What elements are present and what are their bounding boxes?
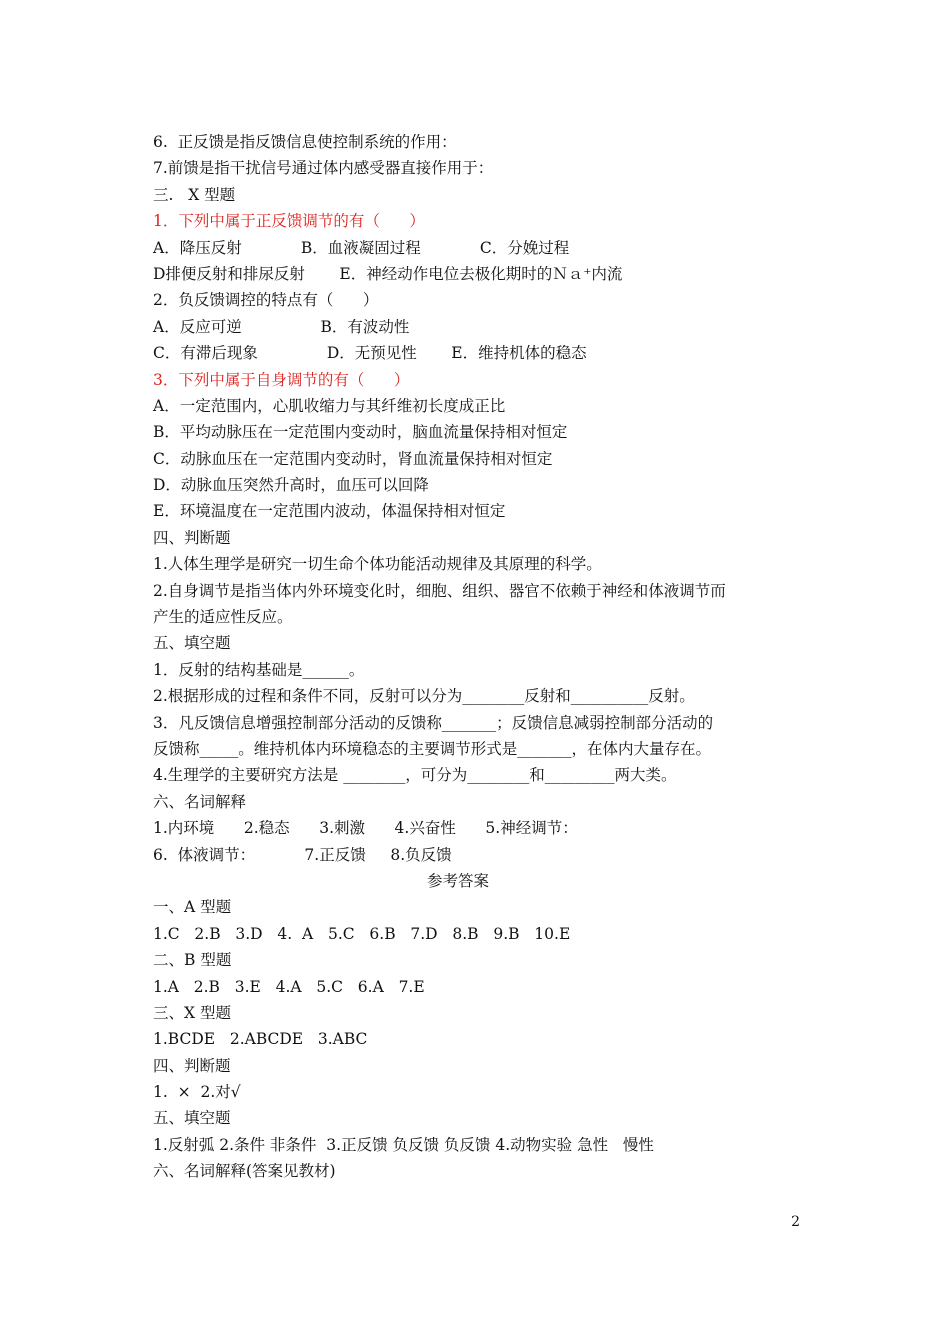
text-line: 1.反射弧 2.条件 非条件 3.正反馈 负反馈 负反馈 4.动物实验 急性 慢性 <box>153 1135 654 1154</box>
answer-key-title: 参考答案 <box>426 871 489 890</box>
text-line: 1.A 2.B 3.E 4.A 5.C 6.A 7.E <box>153 977 425 996</box>
text-line: 1．反射的结构基础是______。 <box>153 660 365 679</box>
text-line: C．动脉血压在一定范围内变动时，肾血流量保持相对恒定 <box>153 449 553 468</box>
text-line: 3．下列中属于自身调节的有（ ） <box>153 370 410 389</box>
text-line: 1.人体生理学是研究一切生命个体功能活动规律及其原理的科学。 <box>153 555 602 574</box>
page-number: 2 <box>791 1214 800 1230</box>
text-line: 六、名词解释 <box>153 792 247 811</box>
text-line: 2.根据形成的过程和条件不同，反射可以分为________反射和__________反射。 <box>153 687 695 706</box>
text-line: 五、填空题 <box>153 1109 231 1128</box>
text-line: 7.前馈是指干扰信号通过体内感受器直接作用于： <box>153 159 494 178</box>
text-line: B．平均动脉压在一定范围内变动时，脑血流量保持相对恒定 <box>153 423 568 442</box>
text-line: 二、B 型题 <box>153 951 232 970</box>
text-line: 4.生理学的主要研究方法是 ________，可分为________和_________两大类。 <box>153 766 677 785</box>
text-line: 反馈称_____。维持机体内环境稳态的主要调节形式是_______，在体内大量存在。 <box>153 739 712 758</box>
text-line: 6. 正反馈是指反馈信息使控制系统的作用： <box>153 133 457 151</box>
text-line: E．环境温度在一定范围内波动，体温保持相对恒定 <box>153 502 506 521</box>
text-line: 五、填空题 <box>153 634 231 653</box>
text-line: D排便反射和排尿反射 E．神经动作电位去极化期时的Ｎａ⁺内流 <box>153 264 623 283</box>
text-line: 三、X 型题 <box>153 1003 231 1022</box>
text-line: 3．凡反馈信息增强控制部分活动的反馈称_______；反馈信息减弱控制部分活动的 <box>153 713 714 732</box>
text-line: 六、名词解释(答案见教材) <box>153 1162 336 1181</box>
text-line: D．动脉血压突然升高时，血压可以回降 <box>153 476 429 495</box>
text-line: 1．下列中属于正反馈调节的有（ ） <box>153 212 425 231</box>
text-line: 2．负反馈调控的特点有（ ） <box>153 291 379 310</box>
page-body <box>153 129 803 1185</box>
text-line: 三. X 型题 <box>153 185 236 204</box>
text-line: 1. × 2.对√ <box>153 1083 241 1102</box>
text-line: 四、判断题 <box>153 528 231 547</box>
text-line: A．降压反射 B．血液凝固过程 C．分娩过程 <box>153 238 570 257</box>
text-line: 6. 体液调节： 7.正反馈 8.负反馈 <box>153 845 452 864</box>
text-line: A．反应可逆 B．有波动性 <box>153 317 410 336</box>
text-line: 1.内环境 2.稳态 3.刺激 4.兴奋性 5.神经调节： <box>153 819 578 838</box>
text-line: C．有滞后现象 D．无预见性 E．维持机体的稳态 <box>153 344 587 363</box>
text-line: 产生的适应性反应。 <box>153 608 293 627</box>
text-line: 1.BCDE 2.ABCDE 3.ABC <box>153 1030 368 1049</box>
text-line: A．一定范围内，心肌收缩力与其纤维初长度成正比 <box>153 396 506 415</box>
text-line: 一、A 型题 <box>153 898 232 917</box>
text-line: 1.C 2.B 3.D 4. A 5.C 6.B 7.D 8.B 9.B 10.E <box>153 924 571 943</box>
text-line: 四、判断题 <box>153 1056 231 1075</box>
text-line: 2.自身调节是指当体内外环境变化时，细胞、组织、器官不依赖于神经和体液调节而 <box>153 581 726 600</box>
